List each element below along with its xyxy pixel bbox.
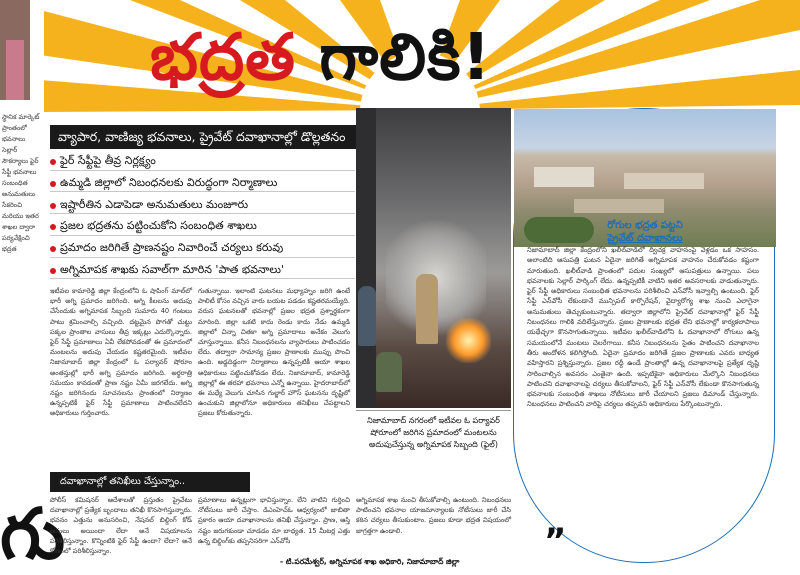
- left-strip: [0, 0, 66, 575]
- sidebar-title-line1: రోగుల భద్రత పట్టని: [607, 220, 683, 231]
- quote-mark-icon: ”: [544, 521, 567, 561]
- bullet-item: ప్రమాదం జరిగితే ప్రాణనష్టం నివారించే చర్యలు కరువు: [50, 239, 355, 258]
- page-headline: [150, 8, 710, 113]
- bullet-item: అగ్నిమాపక శాఖకు సవాల్‌గా మారిన 'పాత భవనాలు': [50, 261, 355, 280]
- photo-firefighter: [416, 274, 438, 344]
- quote-column-3: అగ్నిమాపక శాఖ నుంచి తీసుకోవాల్సి ఉంటుంది. నిబంధనలు పాటించని భవనాల యాజమాన్యాలకు నోటీసులు జారీ చేసి కఠిన చర్యలు తీసుకుంటాం. ప్రజలు కూడా భద్రత విషయంలో జాగ్రత్తగా ఉండాలి.: [356, 496, 511, 535]
- headline-black: గాలికి!: [319, 21, 492, 95]
- bullet-item: ప్రజల భద్రతను పట్టించుకోని సంబంధిత శాఖలు: [50, 217, 355, 236]
- section-heading: దవాఖానాల్లో తనిఖీలు చేస్తున్నాం..: [50, 472, 250, 492]
- photo-person: [358, 286, 376, 346]
- bullet-item: ఫైర్ సేఫ్టీపై తీవ్ర నిర్లక్ష్యం: [50, 152, 355, 171]
- photo-fire: [446, 318, 491, 363]
- city-building: [574, 199, 664, 213]
- quote-column-1: పోలీస్ కమిషనర్ ఆదేశాలతో ప్రస్తుతం ప్రైవేటు దవాఖానాల్లో ప్రత్యేక బృందాలు తనిఖీ కొనసాగిస్తున్నారు. భవనం ఎత్తును అనుసరించి, నేషనల్ బిల్డింగ్ కోడ్ అమలు అయిందా లేదా అనే విషయాలను పరిశీలిస్తున్నాం. కొన్నింటికి ఫైర్ సేఫ్టీ ఉందా? లేదా? అనే కోణంలో పరిశీలిస్తున్నాం.: [50, 496, 192, 556]
- article-column-1: ఇటీవల కామారెడ్డి జిల్లా కేంద్రంలోని ఓ షాపింగ్ మాల్‌లో భారీ అగ్ని ప్రమాదం జరిగింది. అగ్ని కీలలను అదుపు చేసేందుకు అగ్నిమాపక సిబ్బంది సుమారు 40 గంటలు పాటు శ్రమించాల్సి వచ్చింది. దట్టమైన పొగతో చుట్టు పక్కల ప్రాంతాల వాసులు తీవ్ర ఇక్కట్లు ఎదుర్కొన్నారు. ఫైర్ సేఫ్టీ ప్రమాణాలు ఏవీ లేకపోవడంతో ఈ ప్రమాదంలో మంటలను అదుపు చేయడం కష్టతరమైంది. ఇటీవల నిజామాబాద్ జిల్లా కేంద్రంలో ఓ పర్యావర్ షోరూం అంతస్తుల్లో భారీ అగ్ని ప్రమాదం జరిగింది. అర్థరాత్రి సమయం కావడంతో ప్రాణ నష్టం ఏమీ జరగలేదు. అగ్ని నష్టం జరిగినందు సూచనలను ప్రాంతంలో నిర్మాణం ఉన్నప్పటికీ ఫైర్ సేఫ్టీ ప్రమాణాలు పాటించలేదని అధికారులు గుర్తించారు.: [50, 287, 192, 418]
- headline-red: భద్రత: [150, 21, 296, 95]
- quote-column-2: ప్రమాణాలు ఉన్నట్లుగా భావిస్తున్నాం. లేని వాటిని గుర్తించి నోటీసులు జారీ చేస్తాం. డిఎంహెచ్‌ఓ ఆధ్వర్యంలో జాబితా ప్రకారం ఆయా దవాఖానాలను తనిఖీ చేస్తున్నాం. ప్రాణ, ఆస్తి నష్టం జరుగకుండా చూడడం మా బాధ్యత. 15 మీటర్ల ఎత్తు ఉన్న బిల్డింగ్‌కు తప్పనిసరిగా ఎన్‌వోసీ: [198, 496, 350, 545]
- sidebar-body: నిజామాబాద్ జిల్లా కేంద్రంలోని ఖలీల్‌వాడిలో ద్విచక్ర వాహనంపై వెళ్లడం ఒక సాహసం. అలాంటిది ఆసుపత్రి ఘటన ఏదైనా జరిగితే అగ్నిమాపక వాహనం చేరుకోవడం కష్టంగా మారుతుంది. ఖలీల్‌వాడి ప్రాంతంలో పదుల సంఖ్యలో ఆసుపత్రులు ఉన్నాయి. పలు భవనాలకు సెల్లార్ పార్కింగ్ లేదు. ఉన్నప్పటికీ వాటిని ఇతర అవసరాలకు వాడుతున్నారు. ఫైర్ సేఫ్టీ అధికారులు సంబంధిత భవనాలను పరిశీలించి ఎన్‌వోసీ ఇవ్వాల్సి ఉంటుంది. ఫైర్ సేఫ్టీ ఎన్‌వోసీ లేకుండానే మున్సిపల్ కార్పొరేషన్, వైద్యారోగ్య శాఖ నుంచి ఎలాగైనా అనుమతులు తెచ్చుకుంటున్నారు. తద్వారా జిల్లాలోని ప్రైవేట్ దవాఖానాల్లో ఫైర్ సేఫ్టీ నిబంధనలు గాలికి వదిలేస్తున్నారు. ప్రజల ప్రాణాలకు భద్రత లేని భవనాల్లో కార్యకలాపాలు యథేచ్ఛగా కొనసాగుతున్నాయి. ఇటీవల ఖలీల్‌వాడిలోని ఓ దవాఖానాలో రోగులు ఉన్న సమయంలోనే మంటలు చెలరేగాయి. కనీస నిబంధనలను సైతం పాటించని దవాఖానాల తీరు ఆందోళన కలిగిస్తోంది. ఏదైనా ప్రమాదం జరిగితే ప్రజల ప్రాణాలకు ఎవరు బాధ్యత వహిస్తారని ప్రశ్నిస్తున్నారు. ప్రజల రద్దీ ఉండే ప్రాంతాల్లో ఉన్న దవాఖానాలపై ప్రత్యేక దృష్టి సారించాల్సిన అవసరం ఎంతైనా ఉంది. ఇప్పటికైనా అధికారులు మేల్కొని నిబంధనలు పాటించని దవాఖానాలపై చర్యలు తీసుకోవాలని, ఫైర్ సేఫ్టీ ఎన్‌వోసీ లేకుండా కొనసాగుతున్న భవనాలకు సంబంధిత శాఖలు నోటీసులు జారీ చేయాలని ప్రజలు డిమాండ్ చేస్తున్నారు. నిబంధనలు పాటించని వారిపై చర్యలు తప్పవని అధికారులు పేర్కొంటున్నారు.: [527, 246, 759, 409]
- sidebar-title-line2: ప్రైవేట్ దవాఖానలు: [607, 233, 683, 244]
- bullet-item: ఉమ్మడి జిల్లాలో నిబంధనలకు విరుద్ధంగా నిర్మాణాలు: [50, 174, 355, 193]
- city-building: [534, 167, 594, 187]
- city-building: [624, 173, 704, 189]
- left-strip-text: స్థానిక మార్కెట్ ప్రాంతంలో భవనాలు సెల్లార్ సౌకర్యాలు ఫైర్ సేఫ్టీ భవనాలు సంబంధిత అనుమతులు సేకరించి మరియు ఇతర శాఖల ద్వారా పర్యవేక్షించి భద్రత: [2, 113, 40, 253]
- article-column-2: గుతున్నాయి. ఇలాంటి ఘటనలు మధ్యాహ్నం జరిగి ఉంటే పాలిటీ కోసం వచ్చిన వారు బయట పడడం కష్టతరమయ్యేది. వరుస ఘటనలతో భవనాల్లో ప్రజల భద్రత ప్రశ్నార్థకంగా మారింది. జిల్లా ఒకటి కాదు రెండు కాదు నేడు ఉమ్మడి జిల్లాలో చిన్నా చితకా అగ్ని ప్రమాదాలు అనేకం వెలుగు చూస్తున్నాయి. కనీస నిబంధనలను వ్యాపారులు పాటించడం లేదు. తద్వారా సామాన్య ప్రజల ప్రాణాలకు ముప్పు పొంచి ఉంది. అడ్డదిడ్డంగా నిర్మాణాలు ఉన్నప్పటికీ ఆయా శాఖల అధికారులు పట్టించుకోవడం లేదు. నిజామాబాద్, కామారెడ్డి జిల్లాల్లో ఈ తరహా భవనాలు ఎన్నో ఉన్నాయి. హైదరాబాద్‌లో ఈ మధ్యే వెలుగు చూసిన గుల్జార్ హౌస్ ఘటనను దృష్టిలో ఉంచుకుని జిల్లాలోనూ అధికారులు తనిఖీలు చేపట్టాలని ప్రజలు కోరుతున్నారు.: [198, 287, 350, 418]
- fire-photo: [356, 108, 511, 408]
- bullet-list: [50, 152, 355, 283]
- subheadline: వ్యాపార, వాణిజ్య భవనాలు, ప్రైవేట్ దవాఖానాల్లో డొల్లతనం: [50, 125, 358, 149]
- sidebar-title: [514, 219, 776, 245]
- photo-pillar: [356, 108, 376, 408]
- photo-caption: నిజామాబాద్ నగరంలో ఇటీవల ఓ పర్యావర్ షోరూంలో జరిగిన ప్రమాదంలో మంటలను అదుపుచేస్తున్న అగ్నిమాపక సిబ్బంది (ఫైల్): [356, 410, 511, 462]
- left-strip-photo: [0, 0, 30, 100]
- bullet-item: ఇష్టారీతిన ఎడాపెడా అనుమతులు మంజూరు: [50, 196, 355, 215]
- photo-person: [376, 352, 402, 392]
- left-strip-big-letters: గు: [0, 493, 66, 575]
- byline: - టి.పరమేశ్వర్, అగ్నిమాపక శాఖ అధికారి, నిజామాబాద్ జిల్లా: [280, 557, 460, 566]
